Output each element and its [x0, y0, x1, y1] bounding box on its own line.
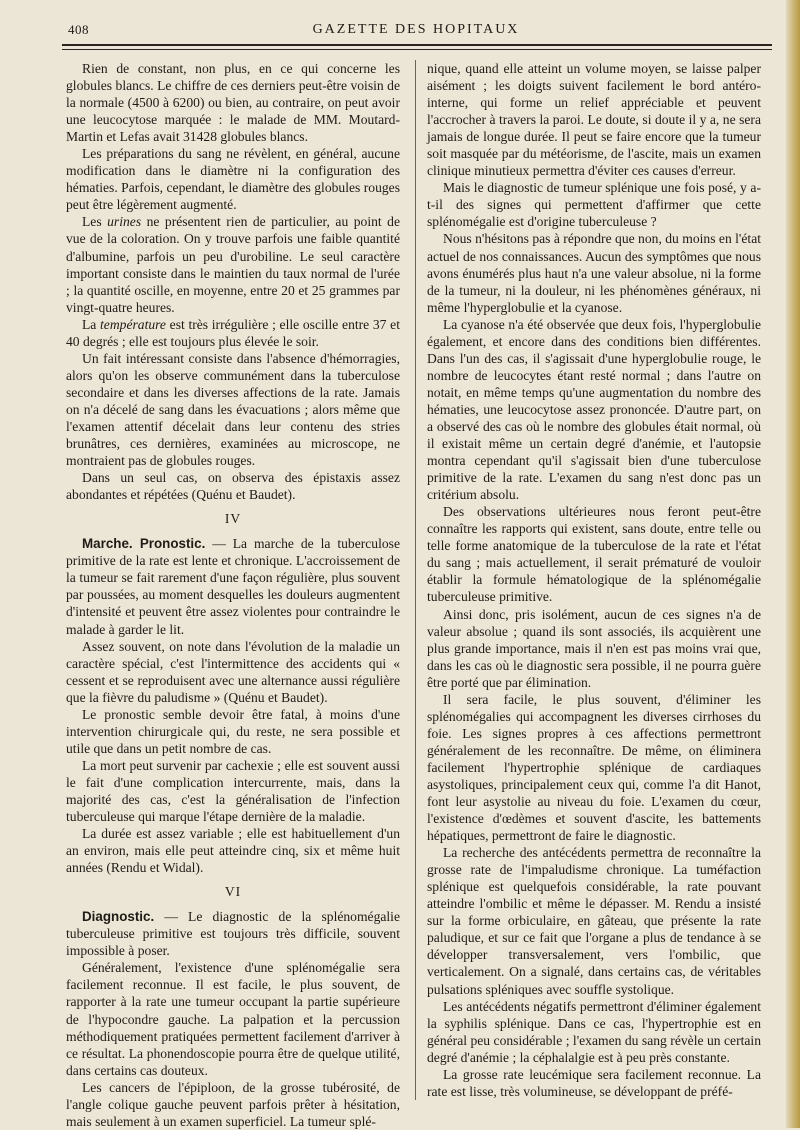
paragraph: Des observations ultérieures nous feront peut-être connaître les rapports qui existent, sans doute, entre telle ou telle forme anatomique de la tuberculose de la rate et l'état du sang ; mais actuellement, il serait prématuré de vouloir établir la formule hématologique de la splénomégalie tuberculeuse primitive. [427, 504, 761, 605]
paragraph: Le pronostic semble devoir être fatal, à moins d'une intervention chirurgicale qui, du reste, ne sera possible et utile que dans un petit nombre de cas. [66, 706, 400, 756]
page-number: 408 [68, 22, 89, 37]
text-run: — La marche de la tuberculose primitive de la rate est lente et chronique. L'accroissement de la tumeur se fait rarement d'une façon régulière, plus souvent par poussées, au moment desquelles les douleurs augmentent d'intensité et peuvent être assez violentes pour contraindre le malade à garder le lit. [66, 536, 400, 637]
paragraph: Un fait intéressant consiste dans l'absence d'hémorragies, alors qu'on les observe communément dans la tuberculose secondaire et dans les diverses affections de la rate. Jamais on n'a décelé de sang dans les évacuations ; alors même que l'examen attentif décelait dans leur contenu des stries brunâtres, ces dernières, examinées au microscope, ne montraient pas de globules rouges. [66, 350, 400, 469]
paragraph: Les antécédents négatifs permettront d'éliminer également la syphilis splénique. Dans ce cas, l'hypertrophie est en général peu considérable ; l'examen du sang révèle un certain degré d'anémie ; la céphalalgie est à peu près constante. [427, 998, 761, 1065]
text-run: ne présentent rien de particulier, au point de vue de la coloration. On y trouve parfois une faible quantité d'albumine, parfois un peu d'urobiline. Le seul caractère important consiste dans le maintien du taux normal de l'urée ; la quantité oscille, en moyenne, entre 20 et 25 grammes par vingt-quatre heures. [66, 214, 400, 315]
paragraph: nique, quand elle atteint un volume moyen, se laisse palper aisément ; les doigts suivent facilement le bord antéro-interne, qui forme un relief appréciable et peuvent l'accrocher à travers la paroi. Le doute, si doute il y a, ne sera jamais de longue durée. Il peut se faire encore que la tumeur soit masquée par du météorisme, de l'ascite, mais un examen clinique minutieux permettra d'éviter ces causes d'erreur. [427, 61, 761, 179]
paragraph: Rien de constant, non plus, en ce qui concerne les globules blancs. Le chiffre de ces derniers peut-être voisin de la normale (4500 à 6200) ou bien, au contraire, on peut avoir une leucocytose marquée : le malade de MM. Moutard-Martin et Lefas avait 31428 globules blancs. [66, 61, 400, 145]
paragraph [66, 535, 400, 637]
runin-heading-marche: Marche. Pronostic. [82, 536, 206, 552]
text-run: La [82, 316, 101, 332]
header-rule [62, 44, 772, 46]
paragraph: Les cancers de l'épiploon, de la grosse tubérosité, de l'angle colique gauche peuvent parfois prêter à hésitation, mais seulement à un examen superficiel. La tumeur splé- [66, 1079, 400, 1129]
text-columns [66, 60, 778, 1129]
paragraph: La cyanose n'a été observée que deux fois, l'hyperglobulie également, et encore dans des conditions bien différentes. Dans l'un des cas, il s'agissait d'une hyperglobulie rouge, le nombre de leucocytes étant resté normal ; dans l'autre on notait, en même temps qu'une augmentation du nombre des hématies, une leucocytose assez prononcée. D'autre part, on a observé des cas où le nombre des globules était normal, où il existait même un certain degré d'anémie, et l'autopsie montra cependant qu'il s'agissait bien d'une tuberculose primitive de la rate. L'examen du sang n'est donc pas un critérium absolu. [427, 316, 761, 503]
paragraph: La recherche des antécédents permettra de reconnaître la grosse rate de l'impaludisme chronique. La tuméfaction splénique est quelquefois considérable, la rate pouvant atteindre l'ombilic et même le dépasser. M. Rendu a insisté sur la forme orbiculaire, en gâteau, que présente la rate paludique, et sur ce fait que l'organe a plus de tendance à se développer transversalement, vers l'ombilic, que verticalement. On a signalé, dans certains cas, de véritables pulsations spléniques avec souffle systolique. [427, 845, 761, 997]
header-rule-thin [62, 49, 772, 50]
paragraph: La grosse rate leucémique sera facilement reconnue. La rate est lisse, très volumineuse, se développant de préfé- [427, 1066, 761, 1099]
paragraph: Il sera facile, le plus souvent, d'éliminer les splénomégalies qui accompagnent les diverses cirrhoses du foie. Les signes propres à ces affections permettront généralement de les reconnaître. De même, on éliminera facilement l'hypertrophie splénique de cardiaques asystoliques, principalement ceux qui, comme l'a dit Hanot, font leur asystolie au niveau du foie. L'examen du cœur, l'existence d'œdèmes et souvent d'ascite, les battements hépatiques, permettront de faire le diagnostic. [427, 691, 761, 844]
paragraph [66, 908, 400, 959]
section-number-vi: VI [224, 884, 242, 900]
paragraph: Généralement, l'existence d'une splénomégalie sera facilement reconnue. Il est facile, le plus souvent, de rapporter à la rate une tumeur occupant la partie supérieure de l'hypocondre gauche. La palpation et la percussion méthodiquement pratiquées permettent facilement d'arriver à ce résultat. La phonendoscopie pourra être de quelque utilité, dans certains cas douteux. [66, 960, 400, 1078]
text-run: est très irrégulière ; elle oscille entre 37 et 40 degrés ; elle est toujours plus élevée le soir. [66, 316, 400, 349]
page-edge [786, 0, 800, 1128]
paragraph [66, 213, 400, 315]
paragraph: Nous n'hésitons pas à répondre que non, du moins en l'état actuel de nos connaissances. Aucun des symptômes que nous avons énumérés plus haut n'a une valeur absolue, ni la forme de la tumeur, ni la douleur, ni les phénomènes généraux, ni même l'hyperglobulie et la cyanose. [427, 231, 761, 315]
runin-heading-diagnostic: Diagnostic. [82, 909, 155, 925]
right-column [427, 60, 761, 1100]
paragraph: La durée est assez variable ; elle est habituellement d'un an environ, mais elle peut atteindre cinq, six et même huit années (Rendu et Widal). [66, 826, 400, 876]
paragraph: Mais le diagnostic de tumeur splénique une fois posé, y a-t-il des signes qui permettent d'affirmer que cette splénomégalie est d'origine tuberculeuse ? [427, 180, 761, 230]
column-divider [415, 60, 416, 1100]
text-run: Les [82, 214, 108, 230]
text-run: — Le diagnostic de la splénomégalie tuberculeuse primitive est toujours très difficile, souvent impossible à poser. [66, 909, 400, 959]
paragraph [66, 316, 400, 350]
page-header [60, 22, 772, 46]
emphasis-temperature: température [100, 316, 166, 332]
paragraph: Les préparations du sang ne révèlent, en général, aucune modification dans le diamètre ni la configuration des hématies. Parfois, cependant, le diamètre des globules rouges peut être légèrement augmenté. [66, 146, 400, 213]
emphasis-urines: urines [107, 214, 142, 230]
running-title: GAZETTE DES HOPITAUX [312, 22, 520, 37]
paragraph: Dans un seul cas, on observa des épistaxis assez abondantes et répétées (Quénu et Baudet). [66, 470, 400, 503]
left-column [66, 60, 400, 1130]
section-number-iv: IV [224, 511, 242, 527]
paragraph: La mort peut survenir par cachexie ; elle est souvent aussi le fait d'une complication intercurrente, mais, dans la majorité des cas, c'est la généralisation de l'infection tuberculeuse qui marque l'étape dernière de la maladie. [66, 757, 400, 825]
paragraph: Ainsi donc, pris isolément, aucun de ces signes n'a de valeur absolue ; quand ils sont associés, ils acquièrent une plus grande importance, mais il n'en est pas moins vrai que, dans les cas où le diagnostic sera possible, il ne pourra guère être porté que par élimination. [427, 606, 761, 690]
paragraph: Assez souvent, on note dans l'évolution de la maladie un caractère spécial, c'est l'intermittence des accidents qui « cessent et se reproduisent avec une alternance aussi régulière que la fièvre du paludisme » (Quénu et Baudet). [66, 638, 400, 705]
